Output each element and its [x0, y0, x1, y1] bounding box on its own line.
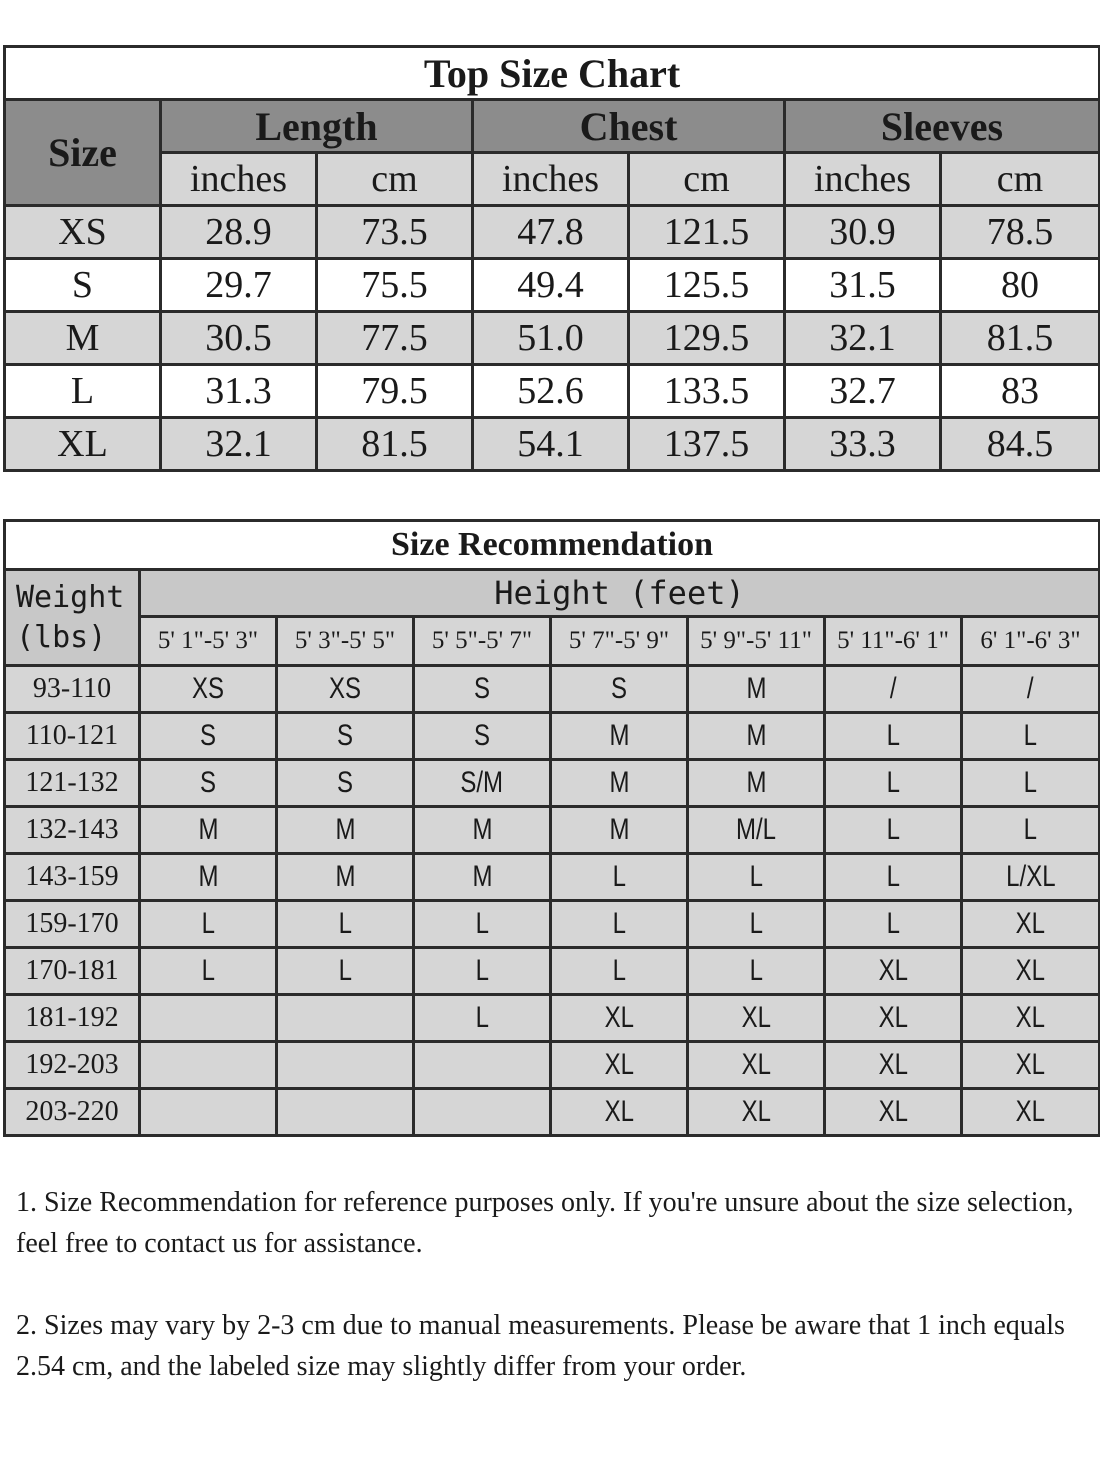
measurement-cell: 28.9	[161, 206, 317, 259]
recommendation-row	[5, 1089, 1100, 1136]
recommended-size-label: L	[749, 907, 763, 940]
recommended-size-label: XL	[604, 1001, 634, 1034]
recommended-size-cell	[414, 1089, 551, 1136]
size-chart-body	[5, 206, 1100, 471]
recommendation-row	[5, 995, 1100, 1042]
size-column-header: Size	[5, 100, 161, 206]
unit-header: inches	[785, 153, 941, 206]
recommended-size-cell	[414, 666, 551, 713]
recommended-size-cell	[825, 948, 962, 995]
measurement-cell: 73.5	[317, 206, 473, 259]
recommended-size-label: M	[335, 860, 355, 893]
recommended-size-cell	[551, 854, 688, 901]
recommended-size-cell	[277, 854, 414, 901]
recommended-size-label: L	[338, 907, 352, 940]
unit-header: cm	[317, 153, 473, 206]
recommended-size-cell	[414, 760, 551, 807]
recommended-size-label: L/XL	[1005, 860, 1056, 893]
recommended-size-label: M/L	[735, 813, 776, 846]
recommended-size-label: XL	[878, 954, 908, 987]
weight-cell: 170-181	[5, 948, 140, 995]
recommended-size-cell	[962, 1042, 1100, 1089]
recommended-size-label: L	[886, 766, 900, 799]
recommended-size-cell	[962, 713, 1100, 760]
measurement-cell: 51.0	[473, 312, 629, 365]
recommended-size-cell	[414, 807, 551, 854]
recommended-size-label: XS	[191, 672, 225, 705]
recommended-size-cell	[140, 666, 277, 713]
size-row	[5, 312, 1100, 365]
recommended-size-cell	[140, 1089, 277, 1136]
recommended-size-label: /	[1027, 672, 1034, 705]
measurement-cell: 121.5	[629, 206, 785, 259]
recommended-size-cell	[688, 1089, 825, 1136]
unit-header: cm	[941, 153, 1100, 206]
weight-cell: 181-192	[5, 995, 140, 1042]
height-range-header: 6' 1"-6' 3"	[962, 617, 1100, 666]
measurement-cell: 54.1	[473, 418, 629, 471]
recommended-size-cell	[688, 1042, 825, 1089]
recommended-size-label: M	[472, 860, 492, 893]
measurement-cell: 29.7	[161, 259, 317, 312]
recommended-size-cell	[277, 1089, 414, 1136]
recommended-size-label: L	[612, 907, 626, 940]
recommended-size-cell	[688, 666, 825, 713]
size-label-cell: S	[5, 259, 161, 312]
recommended-size-cell	[414, 1042, 551, 1089]
measurement-cell: 81.5	[317, 418, 473, 471]
recommended-size-label: XL	[1015, 1048, 1046, 1081]
recommended-size-label: XL	[741, 1095, 771, 1128]
measurement-cell: 32.1	[785, 312, 941, 365]
notes	[16, 1182, 1086, 1428]
recommended-size-cell	[962, 807, 1100, 854]
recommended-size-cell	[825, 1089, 962, 1136]
recommended-size-label: M	[198, 813, 218, 846]
weight-cell: 159-170	[5, 901, 140, 948]
recommended-size-label: S	[473, 719, 490, 752]
measurement-cell: 84.5	[941, 418, 1100, 471]
height-header: Height (feet)	[140, 570, 1100, 617]
recommended-size-cell	[688, 901, 825, 948]
recommended-size-label: XL	[604, 1048, 634, 1081]
recommendation-row	[5, 901, 1100, 948]
recommended-size-cell	[688, 807, 825, 854]
recommended-size-label: XL	[1015, 954, 1046, 987]
weight-cell: 110-121	[5, 713, 140, 760]
size-label-cell: L	[5, 365, 161, 418]
unit-header: inches	[161, 153, 317, 206]
recommended-size-cell	[414, 995, 551, 1042]
recommended-size-cell	[962, 760, 1100, 807]
weight-cell: 132-143	[5, 807, 140, 854]
measurement-cell: 32.1	[161, 418, 317, 471]
sleeves-header: Sleeves	[785, 100, 1100, 153]
recommended-size-cell	[140, 995, 277, 1042]
weight-cell: 121-132	[5, 760, 140, 807]
recommended-size-label: L	[612, 954, 626, 987]
measurement-cell: 75.5	[317, 259, 473, 312]
recommended-size-label: L	[201, 907, 215, 940]
size-row	[5, 365, 1100, 418]
recommendation-row	[5, 1042, 1100, 1089]
recommendation-row	[5, 807, 1100, 854]
recommended-size-label: XL	[878, 1095, 908, 1128]
recommendation-row	[5, 760, 1100, 807]
measurement-cell: 30.5	[161, 312, 317, 365]
recommended-size-label: L	[886, 719, 900, 752]
note-1: 1. Size Recommendation for reference purposes only. If you're unsure about the size selection, feel free to contact us for assistance.	[16, 1187, 1074, 1259]
height-range-header: 5' 3"-5' 5"	[277, 617, 414, 666]
recommended-size-label: M	[335, 813, 355, 846]
recommended-size-label: L	[201, 954, 215, 987]
recommended-size-label: S	[473, 672, 490, 705]
recommended-size-cell	[140, 1042, 277, 1089]
height-ranges-row	[5, 617, 1100, 666]
recommended-size-cell	[688, 760, 825, 807]
recommended-size-cell	[140, 807, 277, 854]
recommended-size-cell	[551, 807, 688, 854]
recommended-size-label: L	[886, 860, 900, 893]
recommended-size-cell	[962, 1089, 1100, 1136]
chest-header: Chest	[473, 100, 785, 153]
height-range-header: 5' 11"-6' 1"	[825, 617, 962, 666]
recommended-size-label: L	[1023, 813, 1038, 846]
weight-cell: 203-220	[5, 1089, 140, 1136]
measurement-cell: 77.5	[317, 312, 473, 365]
recommended-size-label: L	[475, 1001, 489, 1034]
recommended-size-label: S	[610, 672, 627, 705]
recommended-size-cell	[962, 666, 1100, 713]
recommended-size-cell	[688, 948, 825, 995]
recommended-size-label: /	[889, 672, 897, 705]
recommended-size-label: XS	[328, 672, 362, 705]
recommended-size-label: L	[475, 954, 489, 987]
size-label-cell: M	[5, 312, 161, 365]
recommended-size-cell	[277, 901, 414, 948]
recommended-size-cell	[551, 1042, 688, 1089]
note-2: 2. Sizes may vary by 2-3 cm due to manual measurements. Please be aware that 1 inch equals 2.54 cm, and the labeled size may slightly differ from your order.	[16, 1310, 1065, 1382]
recommended-size-label: L	[749, 954, 763, 987]
recommended-size-label: L	[749, 860, 763, 893]
recommended-size-cell	[825, 901, 962, 948]
measurement-cell: 31.3	[161, 365, 317, 418]
recommended-size-cell	[140, 948, 277, 995]
unit-header: inches	[473, 153, 629, 206]
recommended-size-label: S	[336, 719, 353, 752]
recommended-size-label: XL	[1015, 1095, 1046, 1128]
recommended-size-cell	[551, 901, 688, 948]
height-range-header: 5' 5"-5' 7"	[414, 617, 551, 666]
recommended-size-label: L	[475, 907, 489, 940]
measurement-cell: 129.5	[629, 312, 785, 365]
recommended-size-cell	[140, 760, 277, 807]
recommendation-row	[5, 713, 1100, 760]
measurement-cell: 78.5	[941, 206, 1100, 259]
recommendation-title: Size Recommendation	[5, 521, 1100, 570]
measurement-cell: 47.8	[473, 206, 629, 259]
size-row	[5, 206, 1100, 259]
recommended-size-label: M	[609, 766, 629, 799]
recommended-size-cell	[140, 854, 277, 901]
recommended-size-cell	[277, 760, 414, 807]
recommendation-row	[5, 666, 1100, 713]
recommended-size-label: XL	[1015, 1001, 1046, 1034]
recommended-size-cell	[414, 713, 551, 760]
recommendation-body	[5, 666, 1100, 1136]
length-header: Length	[161, 100, 473, 153]
recommended-size-cell	[825, 760, 962, 807]
recommended-size-cell	[825, 854, 962, 901]
measurement-cell: 52.6	[473, 365, 629, 418]
recommended-size-cell	[551, 666, 688, 713]
size-row	[5, 418, 1100, 471]
measurement-cell: 125.5	[629, 259, 785, 312]
measurement-cell: 81.5	[941, 312, 1100, 365]
recommended-size-label: L	[886, 813, 900, 846]
recommended-size-cell	[551, 760, 688, 807]
measurement-cell: 79.5	[317, 365, 473, 418]
weight-column-header: Weight (lbs)	[5, 570, 140, 666]
recommended-size-cell	[414, 854, 551, 901]
recommended-size-cell	[688, 995, 825, 1042]
recommended-size-cell	[825, 995, 962, 1042]
recommended-size-label: L	[1023, 719, 1038, 752]
size-label-cell: XS	[5, 206, 161, 259]
recommended-size-cell	[277, 807, 414, 854]
recommended-size-label: XL	[1015, 907, 1046, 940]
recommended-size-cell	[825, 807, 962, 854]
recommended-size-cell	[962, 901, 1100, 948]
measurement-cell: 33.3	[785, 418, 941, 471]
measurement-cell: 32.7	[785, 365, 941, 418]
recommended-size-label: S	[199, 766, 216, 799]
recommended-size-label: L	[886, 907, 900, 940]
recommended-size-cell	[277, 713, 414, 760]
weight-cell: 143-159	[5, 854, 140, 901]
measurement-cell: 133.5	[629, 365, 785, 418]
recommended-size-label: XL	[604, 1095, 634, 1128]
recommended-size-cell	[414, 948, 551, 995]
recommendation-row	[5, 948, 1100, 995]
recommended-size-label: M	[746, 766, 766, 799]
recommended-size-cell	[688, 713, 825, 760]
recommended-size-cell	[962, 854, 1100, 901]
recommended-size-label: M	[609, 813, 629, 846]
size-label-cell: XL	[5, 418, 161, 471]
recommended-size-cell	[277, 1042, 414, 1089]
recommendation-row	[5, 854, 1100, 901]
recommended-size-label: XL	[741, 1001, 771, 1034]
measurement-cell: 30.9	[785, 206, 941, 259]
recommended-size-cell	[825, 1042, 962, 1089]
recommended-size-cell	[825, 713, 962, 760]
weight-cell: 192-203	[5, 1042, 140, 1089]
recommended-size-label: M	[746, 719, 766, 752]
recommended-size-label: S/M	[460, 766, 504, 799]
measurement-cell: 83	[941, 365, 1100, 418]
recommended-size-cell	[551, 995, 688, 1042]
size-chart-table	[3, 45, 1100, 472]
recommended-size-cell	[688, 854, 825, 901]
recommended-size-cell	[140, 713, 277, 760]
recommended-size-cell	[962, 995, 1100, 1042]
recommended-size-cell	[414, 901, 551, 948]
size-recommendation-table	[3, 519, 1100, 1137]
recommended-size-label: M	[198, 860, 218, 893]
recommended-size-label: S	[336, 766, 353, 799]
height-range-header: 5' 9"-5' 11"	[688, 617, 825, 666]
recommended-size-label: M	[746, 672, 766, 705]
recommended-size-cell	[551, 713, 688, 760]
measurement-cell: 49.4	[473, 259, 629, 312]
height-range-header: 5' 7"-5' 9"	[551, 617, 688, 666]
recommended-size-cell	[277, 948, 414, 995]
measurement-cell: 80	[941, 259, 1100, 312]
recommended-size-cell	[825, 666, 962, 713]
height-range-header: 5' 1"-5' 3"	[140, 617, 277, 666]
recommended-size-label: L	[338, 954, 352, 987]
recommended-size-label: XL	[741, 1048, 771, 1081]
recommended-size-label: L	[1023, 766, 1038, 799]
recommended-size-cell	[277, 666, 414, 713]
recommended-size-label: XL	[878, 1048, 908, 1081]
weight-cell: 93-110	[5, 666, 140, 713]
recommended-size-cell	[551, 948, 688, 995]
recommended-size-label: M	[472, 813, 492, 846]
recommended-size-label: XL	[878, 1001, 908, 1034]
recommended-size-cell	[140, 901, 277, 948]
recommended-size-cell	[962, 948, 1100, 995]
recommended-size-label: L	[612, 860, 626, 893]
recommended-size-cell	[551, 1089, 688, 1136]
size-chart-title: Top Size Chart	[5, 47, 1100, 100]
recommended-size-cell	[277, 995, 414, 1042]
measurement-cell: 137.5	[629, 418, 785, 471]
size-row	[5, 259, 1100, 312]
measurement-cell: 31.5	[785, 259, 941, 312]
recommended-size-label: S	[199, 719, 216, 752]
unit-header: cm	[629, 153, 785, 206]
recommended-size-label: M	[609, 719, 629, 752]
